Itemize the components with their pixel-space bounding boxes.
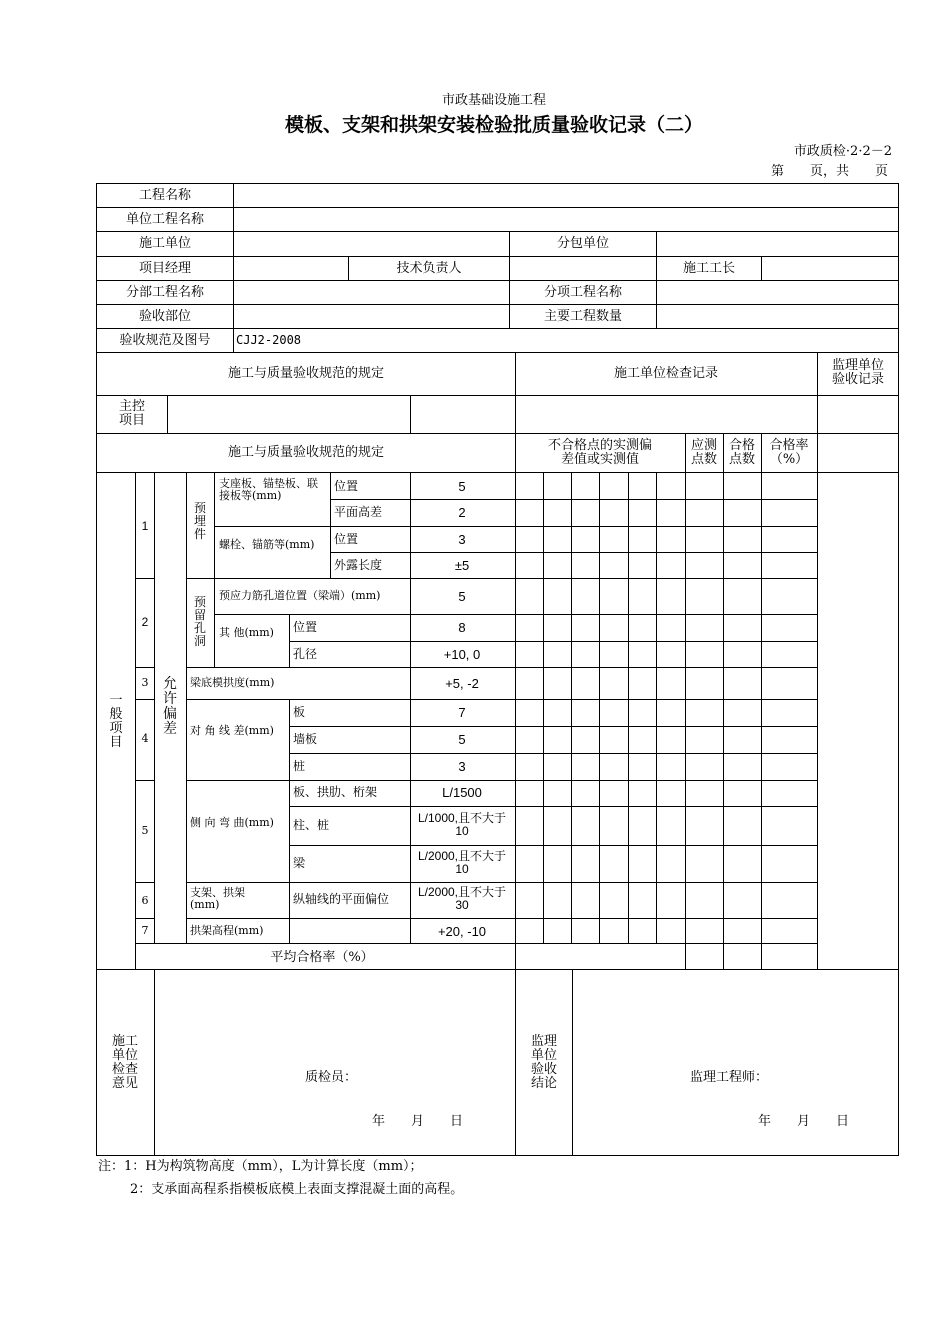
- camber-label: 梁底模拱度(mm): [190, 676, 275, 689]
- other-label: 其 他(mm): [219, 626, 274, 639]
- general-items-label: 一般项目: [109, 693, 123, 751]
- date-right: 年 月 日: [758, 1114, 850, 1129]
- column-pile-value: L/1000,且不大于10: [417, 811, 507, 839]
- main-quantity-label: 主要工程数量: [543, 309, 623, 324]
- spec-rules-header-2: 施工与质量验收规范的规定: [227, 445, 385, 460]
- project-name-label: 工程名称: [138, 188, 192, 203]
- hole-size-label: 孔径: [293, 647, 318, 661]
- contractor-label: 施工单位: [138, 236, 192, 251]
- lateral-bend-label: 侧 向 弯 曲(mm): [190, 816, 274, 829]
- support-position-value: 5: [458, 479, 466, 494]
- group-4-number: 4: [141, 732, 149, 745]
- foreman-label: 施工工长: [682, 261, 736, 276]
- arch-elevation-label: 拱架高程(mm): [190, 924, 264, 937]
- spec-rules-header: 施工与质量验收规范的规定: [227, 366, 385, 381]
- column-pile-label: 柱、桩: [293, 818, 330, 832]
- plate-label: 板: [293, 705, 306, 719]
- subcontractor-label: 分包单位: [556, 236, 610, 251]
- wall-label: 墙板: [293, 732, 318, 746]
- group-2-number: 2: [141, 615, 149, 629]
- project-manager-label: 项目经理: [138, 261, 192, 276]
- subitem-label: 分项工程名称: [543, 285, 623, 300]
- axis-offset-label: 纵轴线的平面偏位: [293, 892, 390, 906]
- group-6-number: 6: [141, 894, 149, 907]
- hole-size-value: +10, 0: [443, 647, 481, 662]
- slab-rib-truss-label: 板、拱肋、桁架: [293, 785, 378, 799]
- category-label: 市政基础设施工程: [441, 93, 547, 108]
- page-title: 模板、支架和拱架安装检验批质量验收记录（二）: [284, 114, 704, 136]
- bolts-label: 螺栓、锚筋等(mm): [219, 538, 315, 551]
- note-2: 2：支承面高程系指模板底模上表面支撑混凝土面的高程。: [130, 1182, 464, 1197]
- axis-offset-value: L/2000,且不大于30: [417, 885, 507, 913]
- group-7-number: 7: [141, 924, 149, 937]
- bolt-position-value: 3: [458, 532, 466, 547]
- supervisor-record-header: 监理单位验收记录: [831, 358, 884, 388]
- support-position-label: 位置: [334, 479, 359, 493]
- pass-rate-header: 合格率（%）: [769, 438, 809, 468]
- acceptance-part-label: 验收部位: [138, 309, 192, 324]
- exposed-length-label: 外露长度: [334, 558, 383, 572]
- inspector-label: 质检员：: [305, 1070, 358, 1085]
- main-control-label: 主控项目: [118, 399, 145, 429]
- tech-lead-label: 技术负责人: [396, 261, 462, 276]
- division-label: 分部工程名称: [125, 285, 205, 300]
- camber-value: +5, -2: [445, 676, 479, 691]
- allowed-deviation-label: 允许偏差: [163, 676, 177, 738]
- contractor-opinion-label: 施工单位检查意见: [111, 1034, 138, 1092]
- prestress-duct-value: 5: [458, 589, 466, 604]
- form-code: 市政质检·2·2－2: [793, 144, 892, 159]
- page-count-label: 第 页，共 页: [770, 164, 888, 179]
- plate-value: 7: [458, 705, 466, 720]
- note-1: 注：1：H为构筑物高度（mm），L为计算长度（mm）；: [98, 1159, 423, 1174]
- arch-elevation-value: +20, -10: [437, 924, 487, 939]
- beam-label: 梁: [293, 856, 306, 870]
- group-5-number: 5: [141, 824, 149, 837]
- group-1-number: 1: [141, 519, 149, 533]
- plane-height-label: 平面高差: [334, 505, 383, 519]
- date-left: 年 月 日: [372, 1114, 464, 1129]
- pile-label: 桩: [293, 759, 306, 773]
- other-position-value: 8: [458, 620, 466, 635]
- diagonal-label: 对 角 线 差(mm): [190, 724, 274, 737]
- reserved-hole-label: 预留孔洞: [193, 595, 206, 648]
- spec-label: 验收规范及图号: [119, 333, 211, 348]
- average-rate-label: 平均合格率（%）: [270, 950, 374, 965]
- measure-points-header: 应测点数: [690, 438, 717, 468]
- contractor-record-header: 施工单位检查记录: [613, 366, 719, 381]
- slab-rib-truss-value: L/1500: [442, 785, 482, 800]
- spec-value: CJJ2-2008: [236, 333, 302, 347]
- unit-project-label: 单位工程名称: [125, 212, 205, 227]
- group-3-number: 3: [141, 676, 149, 689]
- exposed-length-value: ±5: [454, 558, 470, 573]
- engineer-label: 监理工程师：: [690, 1070, 769, 1085]
- deviation-header: 不合格点的实测偏差值或实测值: [547, 438, 652, 468]
- embedded-parts-label: 预埋件: [193, 501, 206, 541]
- pass-points-header: 合格点数: [728, 438, 755, 468]
- supervisor-conclusion-label: 监理单位验收结论: [530, 1034, 557, 1092]
- bolt-position-label: 位置: [334, 532, 359, 546]
- prestress-duct-label: 预应力筋孔道位置（梁端）(mm): [219, 589, 381, 602]
- other-position-label: 位置: [293, 620, 318, 634]
- support-arch-label: 支架、拱架(mm): [190, 886, 245, 912]
- beam-value: L/2000,且不大于10: [417, 849, 507, 877]
- wall-value: 5: [458, 732, 466, 747]
- support-plate-label: 支座板、锚垫板、联接板等(mm): [219, 477, 318, 503]
- plane-height-value: 2: [458, 505, 466, 520]
- pile-value: 3: [458, 759, 466, 774]
